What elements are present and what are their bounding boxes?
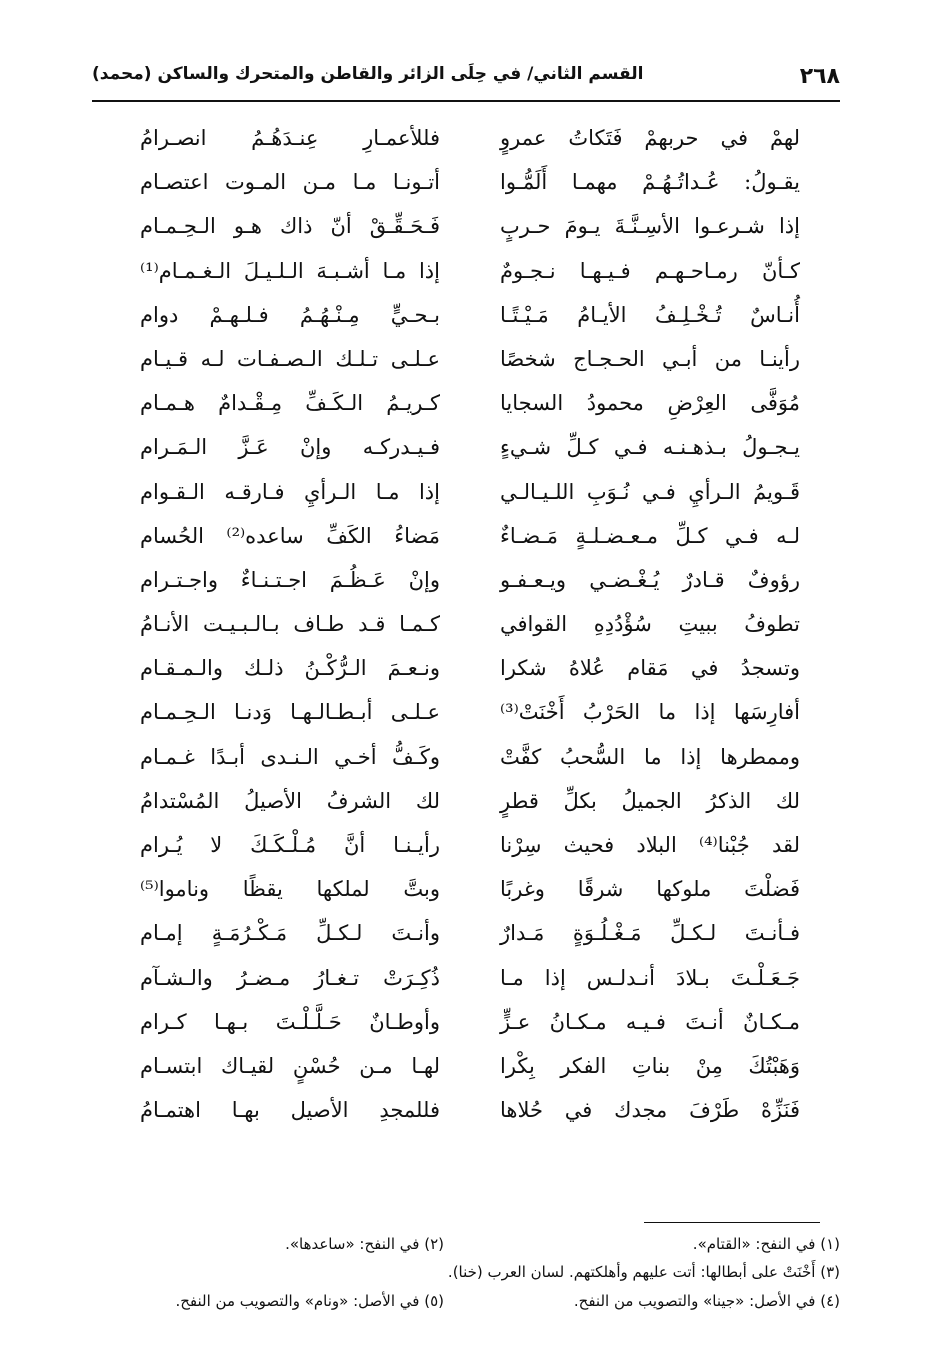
verse-first-hemistich: قَـويمُ الـرأيِ فـي نُـوَبِ اللـيـالـي [500,479,800,504]
verse-second-hemistich: كـريـمُ الـكَـفِّ مِـقْـدامٌ هـمـام [140,391,440,416]
page-header [92,60,840,96]
verse-first-hemistich: وتسجدُ في مَقام عُلاهُ شكرا [500,656,800,681]
verse-first-hemistich: تطوفُ ببيتِ سُؤْدُدِهِ القوافي [500,612,800,637]
verse-second-hemistich: وبتَّ لملكها يقظًا وناموا⁽⁵⁾ [140,877,440,902]
verse-first-hemistich: أفارِسَها إذا ما الحَرْبُ أَخْنَتْ⁽³⁾ [500,700,800,725]
verse-first-hemistich: رؤوفٌ قـادرٌ يُـغْـضـي ويـعـفـو [500,567,800,592]
verse [92,1046,840,1090]
verse-second-hemistich: فَـحَـقِّـقْ أنّ ذاك هـو الـحِـمـام [140,214,440,239]
verse-second-hemistich: إذا مـا أشـبـهَ الـلـيـلَ الـغـمـام⁽¹⁾ [140,258,440,283]
verse [92,383,840,427]
verse-first-hemistich: لـه فـي كـلِّ مـعـضـلـةٍ مَـضـاءٌ [500,523,800,548]
footnote-number: (٤) [820,1292,840,1310]
verse [92,206,840,250]
verse-first-hemistich: فَضلْتَ ملوكها شرقًا وغربًا [500,877,800,902]
verse-second-hemistich: أتـونـا مـا مـن المـوت اعتصـام [140,170,440,195]
verse-first-hemistich: وَهَبْتُكَ مِنْ بناتِ الفكر بِكْرا [500,1053,800,1078]
footnote-text: أَخْنَتْ على أبطالها: أتت عليهم وأهلكتهم. لسان العرب (خنا). [447,1263,816,1281]
verse-second-hemistich: مَضاءُ الكَفِّ ساعده⁽²⁾ الحُسام [140,523,440,548]
verse-first-hemistich: إذا شـرعـوا الأسِـنَّـةَ يـومَ حـربٍ [500,214,800,239]
verse-first-hemistich: يـجـولُ بـذهـنـه فـي كـلِّ شـيءٍ [500,435,800,460]
verse-first-hemistich: مـكـانٌ أنـتَ فـيـه مـكـانُ عـزٍّ [500,1009,800,1034]
verse-second-hemistich: كـمـا قـد طـاف بـالـبـيـت الأنـامُ [140,612,440,637]
verse-first-hemistich: مُوَفَّى العِرْضِ محمودُ السجايا [500,391,800,416]
verse [92,913,840,957]
verse [92,560,840,604]
verse-second-hemistich: بـحـيٍّ مِـنْـهُـمُ فـلـهـمْ دوام [140,302,440,327]
verse-first-hemistich: جَـعَـلْـتَ بـلادَ أنـدلـس إذا مـا [500,965,800,990]
verse [92,162,840,206]
footnotes [92,1228,840,1328]
verse-second-hemistich: إذا مـا الـرأيِ فـارقـه الـقـوام [140,479,440,504]
footnote-4 [574,1291,840,1311]
verse-second-hemistich: وإنْ عَـظُـمَ اجـتـنـاءٌ واجـتـرام [140,567,440,592]
verse [92,825,840,869]
verse [92,737,840,781]
verse [92,472,840,516]
verse-second-hemistich: لهـا مـن حُسْنٍ لقيـاك ابتسـام [140,1053,440,1078]
footnote-number: (١) [820,1235,840,1253]
verse-second-hemistich: وأوطـانٌ حَـلَّـلْـتَ بـهـا كـرام [140,1009,440,1034]
verse [92,781,840,825]
verse-second-hemistich: عـلـى أبـطـالـهـا وَدنـا الـحِـمـام [140,700,440,725]
verse-first-hemistich: كـأنّ رمـاحـهـم فـيـهـا نـجـومٌ [500,258,800,283]
footnote-5 [175,1291,444,1311]
verse [92,1002,840,1046]
verse [92,958,840,1002]
verse-first-hemistich: فـأنـتَ لـكـلِّ مَـغْـلُـوَةٍ مَـدارٌ [500,921,800,946]
footnote-number: (٢) [424,1235,444,1253]
footnote-number: (٣) [820,1263,840,1281]
verse-first-hemistich: وممطرها إذا ما السُّحبُ كفَّتْ [500,744,800,769]
poem [92,118,840,1134]
verse-second-hemistich: لك الشرفُ الأصيلُ المُسْتدامُ [140,788,440,813]
verse [92,648,840,692]
footnote-text: في النفح: «القتام». [692,1235,816,1253]
verse-first-hemistich: يقـولُ: عُـداتُـهُـمْ مهمـا أَلَمُّـوا [500,170,800,195]
verse-second-hemistich: وأنـتَ لـكـلِّ مَـكْـرُمَـةٍ إمـام [140,921,440,946]
verse-first-hemistich: لهمْ في حربهمْ فَتَكاتُ عمروٍ [500,126,800,150]
verse [92,516,840,560]
footnote-text: في النفح: «ساعدها». [285,1235,420,1253]
footnote-1 [693,1234,840,1254]
page-number: ٢٦٨ [799,64,840,89]
verse-second-hemistich: فـيـدركـه وإنْ عَـزَّ الـمَـرام [140,435,440,460]
verse [92,1090,840,1134]
verse-second-hemistich: فللأعمـارِ عِنـدَهُـمُ انصـرامُ [140,126,440,150]
footnote-rule [644,1222,820,1223]
verse [92,295,840,339]
header-rule [92,100,840,102]
verse-second-hemistich: رأيـنـا أنَّ مُـلْـكَـكَ لا يُـرام [140,833,440,857]
footnote-3 [448,1262,840,1282]
verse-second-hemistich: فللمجدِ الأصيل بهـا اهتمـامُ [140,1098,440,1123]
verse-first-hemistich: أُنـاسٌ تُـخْـلِـفُ الأيـامُ مَـيْـتًـا [500,302,800,327]
verse [92,692,840,736]
verse-first-hemistich: لك الذكرُ الجميلُ بكلِّ قطرٍ [500,788,800,813]
footnote-text: في الأصل: «جينا» والتصويب من النفح. [573,1292,816,1310]
verse-second-hemistich: ذُكِـرَتْ تـغـارُ مـضـرُ والـشـآم [140,965,440,990]
footnote-text: في الأصل: «ونام» والتصويب من النفح. [175,1292,420,1310]
verse [92,869,840,913]
verse-first-hemistich: لقد جُبْنا⁽⁴⁾ البلاد فحيث سِرْنا [500,833,800,857]
footnote-2 [285,1234,444,1254]
footnote-number: (٥) [424,1292,444,1310]
verse-first-hemistich: رأينـا من أبـي الحـجـاج شخصًا [500,346,800,371]
running-head: القسم الثاني/ في حِلَى الزائر والقاطن والمتحرك والساكن (محمد) [92,64,644,84]
verse-first-hemistich: فَنَزِّهْ طَرْفَ مجدك في حُلاها [500,1098,800,1123]
verse [92,251,840,295]
verse [92,118,840,162]
verse-second-hemistich: ونـعـمَ الـرُّكْـنُ ذلـك والـمـقـام [140,656,440,681]
verse [92,604,840,648]
verse-second-hemistich: عـلـى تـلـك الـصـفـات لـه قـيـام [140,346,440,371]
verse-second-hemistich: وكَـفُّ أخـي الـنـدى أبـدًا غـمـام [140,744,440,769]
verse [92,427,840,471]
verse [92,339,840,383]
